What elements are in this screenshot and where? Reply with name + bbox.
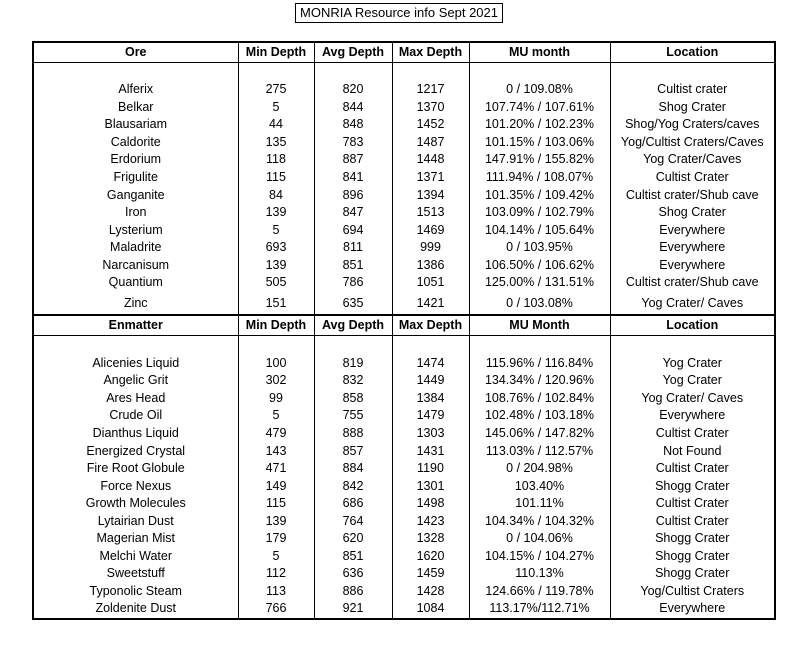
- ore-row-cell: 0 / 103.08%: [469, 292, 610, 315]
- enmatter-row-cell: 1428: [392, 583, 469, 601]
- enmatter-row-cell: 755: [314, 407, 392, 425]
- ore-spacer-row-cell: [469, 63, 610, 82]
- ore-header-row-cell: MU month: [469, 42, 610, 63]
- ore-row-cell: Maladrite: [33, 239, 238, 257]
- enmatter-row-cell: Melchi Water: [33, 548, 238, 566]
- enmatter-row-cell: 110.13%: [469, 565, 610, 583]
- ore-header-row-cell: Max Depth: [392, 42, 469, 63]
- ore-row: [33, 81, 775, 99]
- ore-row-cell: 115: [238, 169, 314, 187]
- ore-row-cell: 1371: [392, 169, 469, 187]
- enmatter-row-cell: 5: [238, 548, 314, 566]
- enmatter-row-cell: Yog Crater: [610, 372, 775, 390]
- ore-spacer-row-cell: [33, 63, 238, 82]
- ore-row: [33, 256, 775, 274]
- ore-row: [33, 274, 775, 292]
- ore-spacer-row: [33, 63, 775, 82]
- enmatter-row: [33, 512, 775, 530]
- enmatter-row-cell: 858: [314, 390, 392, 408]
- enmatter-row-cell: 620: [314, 530, 392, 548]
- enmatter-row-cell: 884: [314, 460, 392, 478]
- ore-row-cell: Quantium: [33, 274, 238, 292]
- ore-row-cell: Shog/Yog Craters/caves: [610, 116, 775, 134]
- ore-row-cell: 1370: [392, 99, 469, 117]
- ore-row-cell: 896: [314, 186, 392, 204]
- ore-row-cell: 1421: [392, 292, 469, 315]
- ore-row-cell: 1217: [392, 81, 469, 99]
- ore-row-cell: Belkar: [33, 99, 238, 117]
- enmatter-row-cell: Lytairian Dust: [33, 512, 238, 530]
- enmatter-row: [33, 548, 775, 566]
- enmatter-row-cell: Dianthus Liquid: [33, 425, 238, 443]
- ore-row-cell: 111.94% / 108.07%: [469, 169, 610, 187]
- enmatter-row-cell: 113.03% / 112.57%: [469, 442, 610, 460]
- enmatter-row-cell: Cultist Crater: [610, 495, 775, 513]
- enmatter-row-cell: 103.40%: [469, 477, 610, 495]
- ore-row: [33, 292, 775, 315]
- enmatter-row-cell: Magerian Mist: [33, 530, 238, 548]
- ore-header-row: [33, 42, 775, 63]
- enmatter-row-cell: 1479: [392, 407, 469, 425]
- ore-header-row-cell: Location: [610, 42, 775, 63]
- ore-row: [33, 99, 775, 117]
- enmatter-row-cell: 115.96% / 116.84%: [469, 355, 610, 373]
- enmatter-row-cell: 124.66% / 119.78%: [469, 583, 610, 601]
- ore-row-cell: Everywhere: [610, 221, 775, 239]
- ore-row-cell: 1051: [392, 274, 469, 292]
- enmatter-row-cell: 857: [314, 442, 392, 460]
- ore-row-cell: 5: [238, 221, 314, 239]
- ore-row-cell: Cultist crater: [610, 81, 775, 99]
- ore-row-cell: 106.50% / 106.62%: [469, 256, 610, 274]
- enmatter-row-cell: 149: [238, 477, 314, 495]
- enmatter-row-cell: 636: [314, 565, 392, 583]
- enmatter-row-cell: 113: [238, 583, 314, 601]
- enmatter-row-cell: Shogg Crater: [610, 548, 775, 566]
- enmatter-row-cell: Ares Head: [33, 390, 238, 408]
- enmatter-header-row-cell: Location: [610, 315, 775, 336]
- ore-row: [33, 151, 775, 169]
- ore-row-cell: 635: [314, 292, 392, 315]
- ore-row-cell: Cultist Crater: [610, 169, 775, 187]
- ore-row-cell: 0 / 109.08%: [469, 81, 610, 99]
- ore-row-cell: 118: [238, 151, 314, 169]
- ore-row-cell: 1448: [392, 151, 469, 169]
- enmatter-row-cell: 851: [314, 548, 392, 566]
- enmatter-row-cell: Not Found: [610, 442, 775, 460]
- enmatter-row: [33, 425, 775, 443]
- enmatter-row-cell: 1301: [392, 477, 469, 495]
- enmatter-row-cell: 99: [238, 390, 314, 408]
- ore-row-cell: Zinc: [33, 292, 238, 315]
- ore-row-cell: 841: [314, 169, 392, 187]
- ore-row-cell: 5: [238, 99, 314, 117]
- enmatter-row-cell: Sweetstuff: [33, 565, 238, 583]
- resource-table: [32, 41, 776, 620]
- enmatter-row: [33, 355, 775, 373]
- ore-row-cell: Cultist crater/Shub cave: [610, 274, 775, 292]
- enmatter-row-cell: 104.34% / 104.32%: [469, 512, 610, 530]
- enmatter-row-cell: 686: [314, 495, 392, 513]
- ore-row-cell: 1513: [392, 204, 469, 222]
- enmatter-row: [33, 372, 775, 390]
- ore-row-cell: 811: [314, 239, 392, 257]
- ore-row-cell: 693: [238, 239, 314, 257]
- ore-row-cell: 887: [314, 151, 392, 169]
- ore-row-cell: 101.20% / 102.23%: [469, 116, 610, 134]
- enmatter-row-cell: 1431: [392, 442, 469, 460]
- ore-row-cell: 103.09% / 102.79%: [469, 204, 610, 222]
- enmatter-row-cell: Yog Crater/ Caves: [610, 390, 775, 408]
- enmatter-row-cell: 143: [238, 442, 314, 460]
- ore-row-cell: 0 / 103.95%: [469, 239, 610, 257]
- ore-spacer-row-cell: [238, 63, 314, 82]
- enmatter-spacer-row-cell: [314, 335, 392, 355]
- ore-row-cell: 147.91% / 155.82%: [469, 151, 610, 169]
- ore-row-cell: 505: [238, 274, 314, 292]
- enmatter-row-cell: 108.76% / 102.84%: [469, 390, 610, 408]
- enmatter-row-cell: 302: [238, 372, 314, 390]
- enmatter-header-row-cell: Max Depth: [392, 315, 469, 336]
- enmatter-row-cell: 0 / 204.98%: [469, 460, 610, 478]
- ore-row-cell: Yog/Cultist Craters/Caves: [610, 134, 775, 152]
- enmatter-row: [33, 530, 775, 548]
- enmatter-spacer-row-cell: [33, 335, 238, 355]
- enmatter-row-cell: 1474: [392, 355, 469, 373]
- ore-row-cell: 44: [238, 116, 314, 134]
- enmatter-row-cell: Alicenies Liquid: [33, 355, 238, 373]
- ore-row-cell: Shog Crater: [610, 204, 775, 222]
- enmatter-row-cell: 886: [314, 583, 392, 601]
- enmatter-row-cell: 1498: [392, 495, 469, 513]
- enmatter-row-cell: 1084: [392, 600, 469, 619]
- enmatter-row-cell: 134.34% / 120.96%: [469, 372, 610, 390]
- enmatter-header-row-cell: Min Depth: [238, 315, 314, 336]
- enmatter-spacer-row-cell: [238, 335, 314, 355]
- ore-row-cell: 84: [238, 186, 314, 204]
- enmatter-row-cell: 1449: [392, 372, 469, 390]
- enmatter-row-cell: Zoldenite Dust: [33, 600, 238, 619]
- ore-row-cell: 101.15% / 103.06%: [469, 134, 610, 152]
- enmatter-row: [33, 442, 775, 460]
- enmatter-row: [33, 600, 775, 619]
- enmatter-row-cell: 179: [238, 530, 314, 548]
- ore-row-cell: Caldorite: [33, 134, 238, 152]
- enmatter-row-cell: 100: [238, 355, 314, 373]
- enmatter-row-cell: 1384: [392, 390, 469, 408]
- ore-row-cell: Shog Crater: [610, 99, 775, 117]
- ore-row-cell: 999: [392, 239, 469, 257]
- enmatter-row: [33, 407, 775, 425]
- enmatter-row: [33, 565, 775, 583]
- ore-row-cell: Yog Crater/ Caves: [610, 292, 775, 315]
- enmatter-row-cell: 471: [238, 460, 314, 478]
- enmatter-row-cell: 1303: [392, 425, 469, 443]
- enmatter-row-cell: 115: [238, 495, 314, 513]
- ore-row-cell: Cultist crater/Shub cave: [610, 186, 775, 204]
- enmatter-row-cell: Growth Molecules: [33, 495, 238, 513]
- enmatter-row-cell: 479: [238, 425, 314, 443]
- enmatter-row-cell: 5: [238, 407, 314, 425]
- ore-row-cell: Alferix: [33, 81, 238, 99]
- ore-row-cell: 844: [314, 99, 392, 117]
- enmatter-row-cell: Shogg Crater: [610, 477, 775, 495]
- enmatter-row-cell: Fire Root Globule: [33, 460, 238, 478]
- ore-row-cell: Frigulite: [33, 169, 238, 187]
- ore-header-row-cell: Ore: [33, 42, 238, 63]
- ore-row-cell: Everywhere: [610, 239, 775, 257]
- enmatter-row-cell: 1423: [392, 512, 469, 530]
- ore-spacer-row-cell: [392, 63, 469, 82]
- ore-spacer-row-cell: [610, 63, 775, 82]
- ore-row-cell: 275: [238, 81, 314, 99]
- enmatter-row-cell: Angelic Grit: [33, 372, 238, 390]
- enmatter-row: [33, 460, 775, 478]
- enmatter-row-cell: Energized Crystal: [33, 442, 238, 460]
- enmatter-row-cell: 842: [314, 477, 392, 495]
- ore-row: [33, 221, 775, 239]
- enmatter-spacer-row-cell: [392, 335, 469, 355]
- ore-row-cell: Blausariam: [33, 116, 238, 134]
- enmatter-header-row: [33, 315, 775, 336]
- enmatter-row-cell: Shogg Crater: [610, 530, 775, 548]
- enmatter-row-cell: Everywhere: [610, 600, 775, 619]
- enmatter-row-cell: Yog Crater: [610, 355, 775, 373]
- enmatter-spacer-row-cell: [469, 335, 610, 355]
- sheet-title: MONRIA Resource info Sept 2021: [295, 3, 503, 23]
- ore-row-cell: Everywhere: [610, 256, 775, 274]
- ore-row-cell: 847: [314, 204, 392, 222]
- enmatter-row-cell: Cultist Crater: [610, 460, 775, 478]
- ore-row-cell: 783: [314, 134, 392, 152]
- enmatter-row-cell: Crude Oil: [33, 407, 238, 425]
- ore-row-cell: 139: [238, 256, 314, 274]
- enmatter-row-cell: 102.48% / 103.18%: [469, 407, 610, 425]
- ore-row-cell: 151: [238, 292, 314, 315]
- enmatter-header-row-cell: MU Month: [469, 315, 610, 336]
- enmatter-row-cell: Force Nexus: [33, 477, 238, 495]
- ore-row-cell: 1487: [392, 134, 469, 152]
- enmatter-row-cell: 764: [314, 512, 392, 530]
- enmatter-spacer-row: [33, 335, 775, 355]
- enmatter-header-row-cell: Enmatter: [33, 315, 238, 336]
- enmatter-row-cell: Cultist Crater: [610, 425, 775, 443]
- ore-row: [33, 186, 775, 204]
- ore-row-cell: Erdorium: [33, 151, 238, 169]
- ore-row-cell: 851: [314, 256, 392, 274]
- enmatter-row: [33, 477, 775, 495]
- enmatter-row-cell: 1328: [392, 530, 469, 548]
- ore-row-cell: 820: [314, 81, 392, 99]
- enmatter-row-cell: Everywhere: [610, 407, 775, 425]
- ore-row-cell: 694: [314, 221, 392, 239]
- enmatter-header-row-cell: Avg Depth: [314, 315, 392, 336]
- ore-row-cell: 107.74% / 107.61%: [469, 99, 610, 117]
- enmatter-row-cell: 0 / 104.06%: [469, 530, 610, 548]
- ore-row-cell: Ganganite: [33, 186, 238, 204]
- enmatter-row-cell: 1620: [392, 548, 469, 566]
- ore-row-cell: 786: [314, 274, 392, 292]
- ore-row-cell: 125.00% / 131.51%: [469, 274, 610, 292]
- enmatter-row-cell: 113.17%/112.71%: [469, 600, 610, 619]
- ore-row-cell: 101.35% / 109.42%: [469, 186, 610, 204]
- enmatter-row-cell: 832: [314, 372, 392, 390]
- ore-row-cell: 1452: [392, 116, 469, 134]
- enmatter-row-cell: Yog/Cultist Craters: [610, 583, 775, 601]
- enmatter-row-cell: 104.15% / 104.27%: [469, 548, 610, 566]
- ore-row-cell: Iron: [33, 204, 238, 222]
- ore-row-cell: 135: [238, 134, 314, 152]
- enmatter-row-cell: 888: [314, 425, 392, 443]
- enmatter-row-cell: Typonolic Steam: [33, 583, 238, 601]
- ore-row-cell: 1386: [392, 256, 469, 274]
- ore-row: [33, 116, 775, 134]
- enmatter-row-cell: 1190: [392, 460, 469, 478]
- enmatter-row-cell: 145.06% / 147.82%: [469, 425, 610, 443]
- enmatter-row-cell: Shogg Crater: [610, 565, 775, 583]
- enmatter-row-cell: Cultist Crater: [610, 512, 775, 530]
- ore-row-cell: 104.14% / 105.64%: [469, 221, 610, 239]
- enmatter-row-cell: 112: [238, 565, 314, 583]
- ore-row-cell: Narcanisum: [33, 256, 238, 274]
- enmatter-row: [33, 495, 775, 513]
- ore-header-row-cell: Avg Depth: [314, 42, 392, 63]
- ore-row-cell: 139: [238, 204, 314, 222]
- enmatter-row: [33, 390, 775, 408]
- enmatter-row-cell: 819: [314, 355, 392, 373]
- ore-spacer-row-cell: [314, 63, 392, 82]
- ore-row: [33, 239, 775, 257]
- ore-row-cell: 1394: [392, 186, 469, 204]
- ore-header-row-cell: Min Depth: [238, 42, 314, 63]
- enmatter-spacer-row-cell: [610, 335, 775, 355]
- ore-row-cell: Yog Crater/Caves: [610, 151, 775, 169]
- enmatter-row-cell: 1459: [392, 565, 469, 583]
- enmatter-row-cell: 139: [238, 512, 314, 530]
- ore-row: [33, 169, 775, 187]
- enmatter-row: [33, 583, 775, 601]
- enmatter-row-cell: 766: [238, 600, 314, 619]
- enmatter-row-cell: 101.11%: [469, 495, 610, 513]
- ore-row: [33, 134, 775, 152]
- ore-row: [33, 204, 775, 222]
- enmatter-row-cell: 921: [314, 600, 392, 619]
- ore-row-cell: 1469: [392, 221, 469, 239]
- ore-row-cell: Lysterium: [33, 221, 238, 239]
- ore-row-cell: 848: [314, 116, 392, 134]
